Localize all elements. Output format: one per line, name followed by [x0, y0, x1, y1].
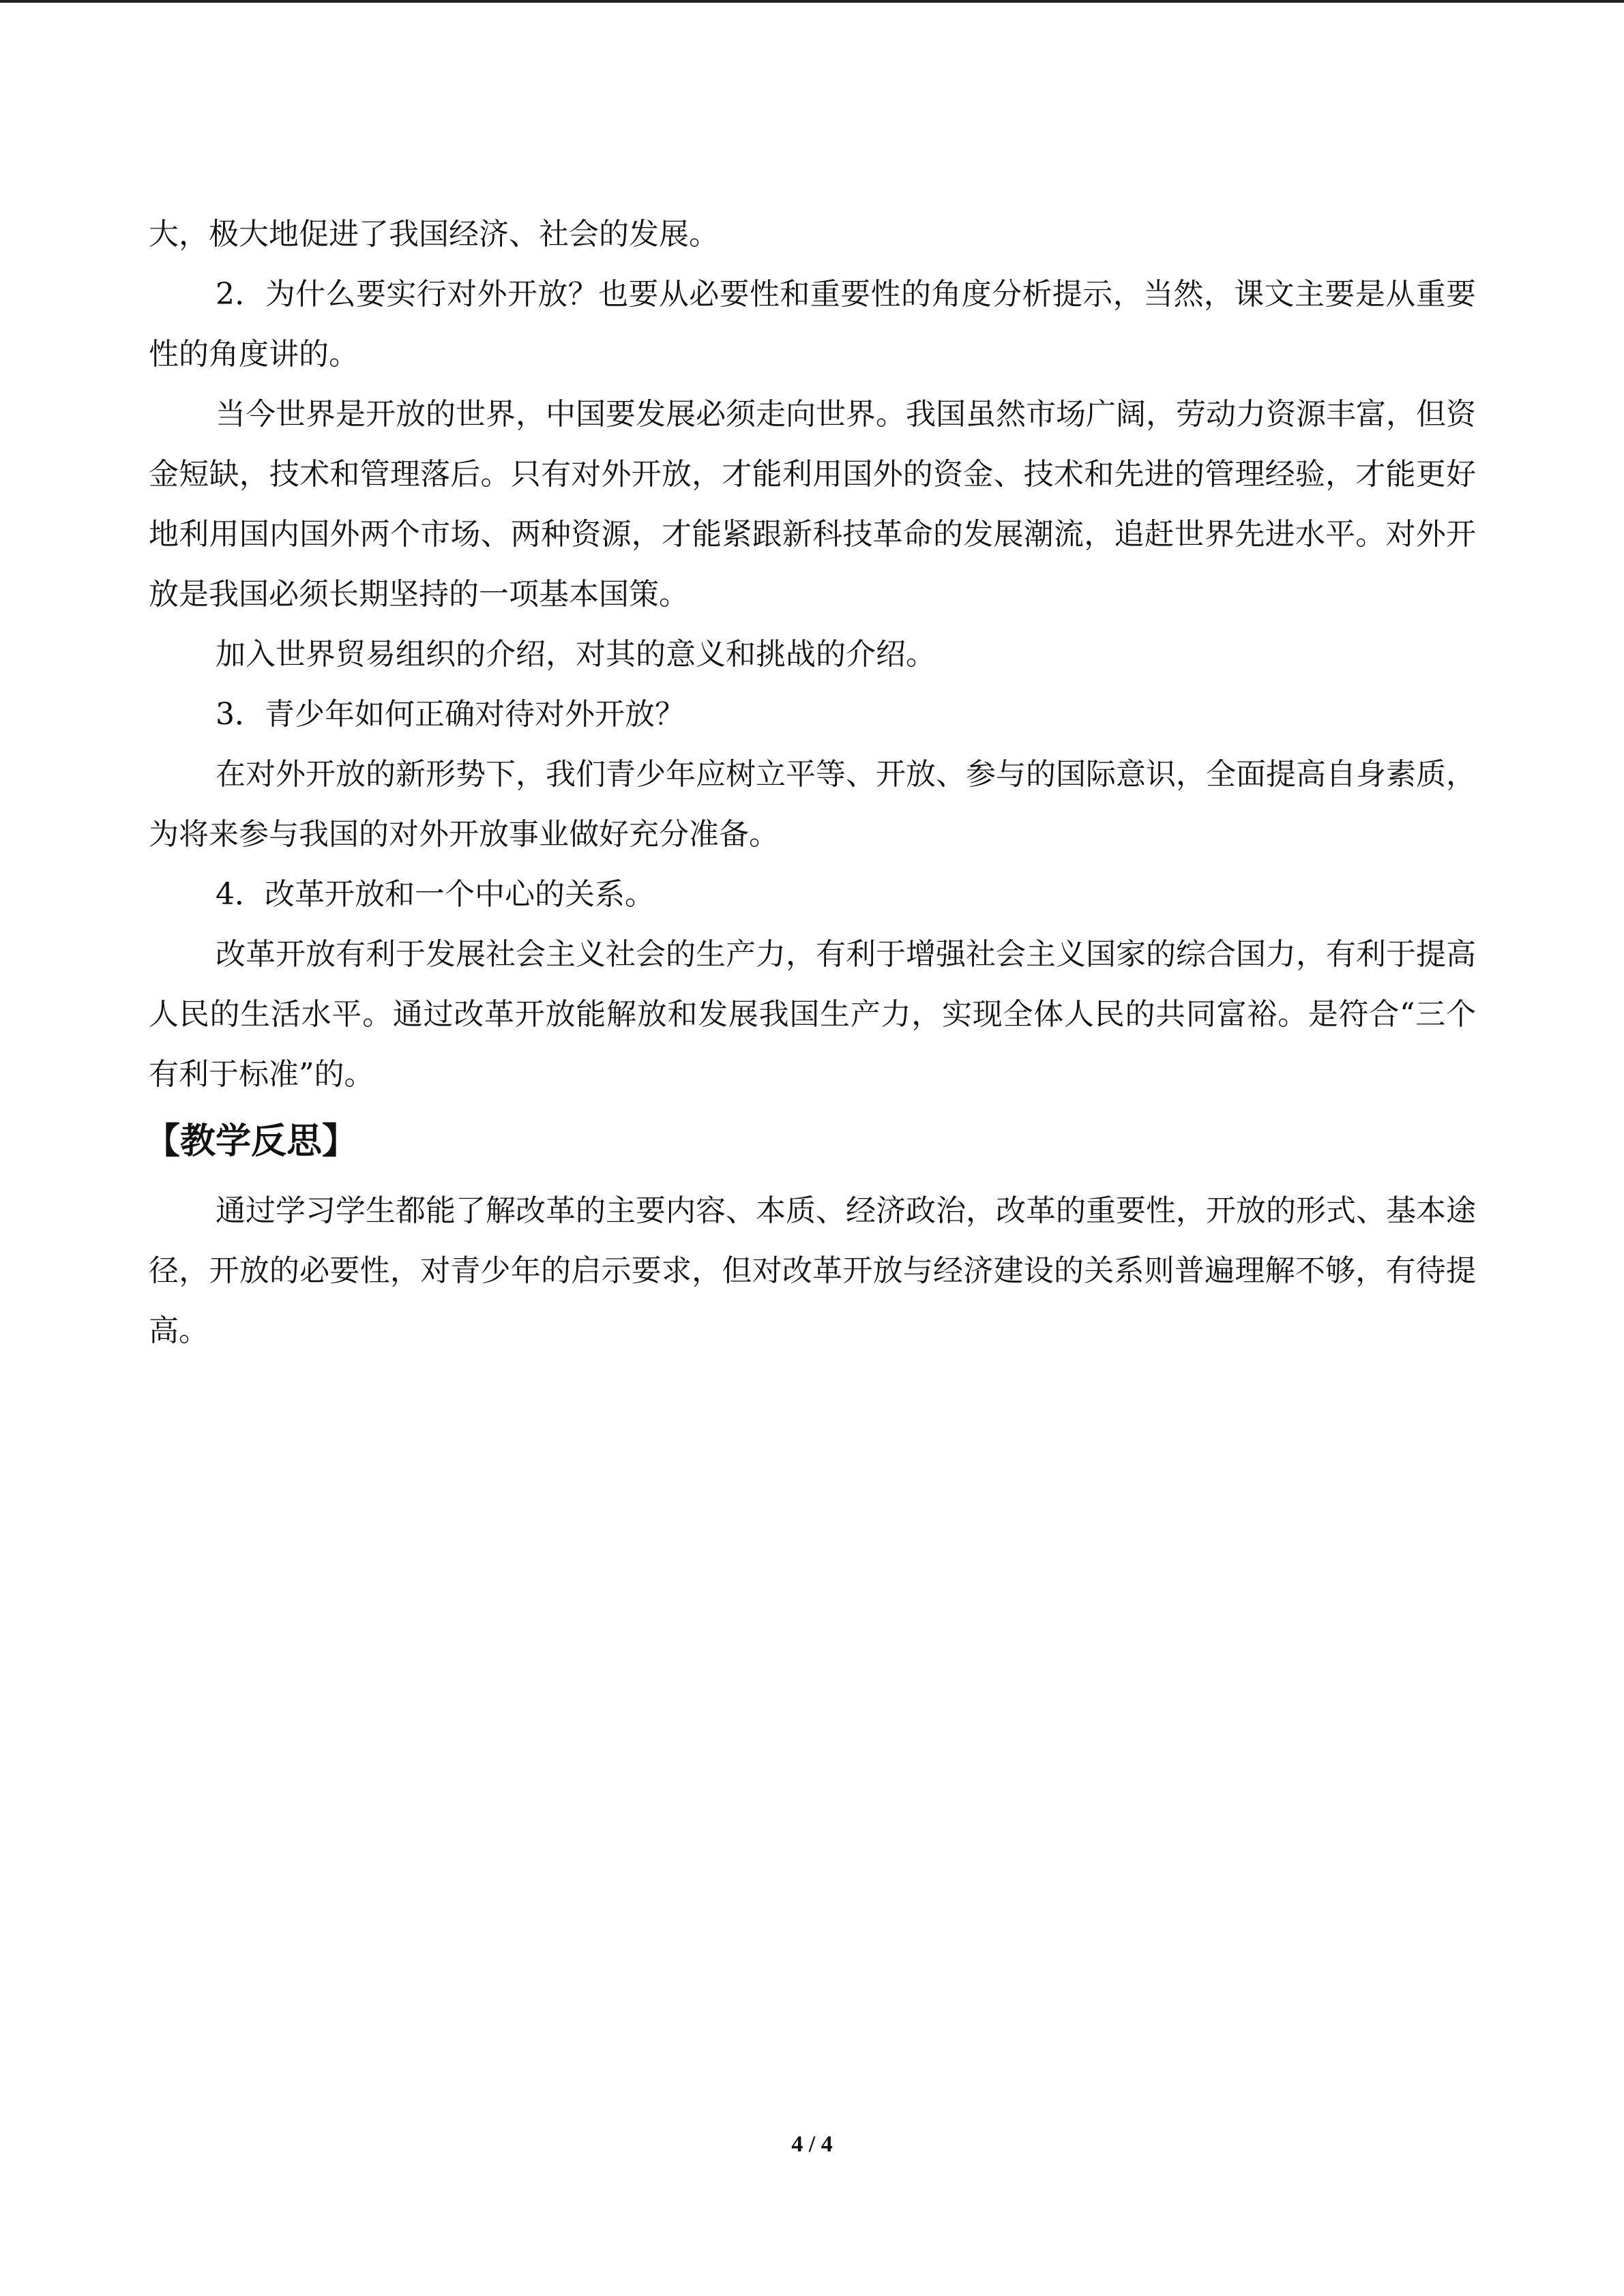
paragraph-open-world: 当今世界是开放的世界，中国要发展必须走向世界。我国虽然市场广阔，劳动力资源丰富，但资金短缺，技术和管理落后。只有对外开放，才能利用国外的资金、技术和先进的管理经验，才能更好地利用国内国外两个市场、两种资源，才能紧跟新科技革命的发展潮流，追赶世界先进水平。对外开放是我国必须长期坚持的一项基本国策。 [149, 397, 1476, 612]
paragraph-reflection: 通过学习学生都能了解改革的主要内容、本质、经济政治，改革的重要性，开放的形式、基本途径，开放的必要性，对青少年的启示要求，但对改革开放与经济建设的关系则普遍理解不够，有待提高。 [149, 1193, 1476, 1348]
top-border-line [0, 0, 1624, 3]
paragraph-relationship: 改革开放有利于发展社会主义社会的生产力，有利于增强社会主义国家的综合国力，有利于提高人民的生活水平。通过改革开放能解放和发展我国生产力，实现全体人民的共同富裕。是符合“三个有利于标准”的。 [149, 937, 1476, 1092]
paragraph-youth: 在对外开放的新形势下，我们青少年应树立平等、开放、参与的国际意识，全面提高自身素质，为将来参与我国的对外开放事业做好充分准备。 [149, 757, 1476, 852]
paragraph-question-4: 4．改革开放和一个中心的关系。 [216, 877, 655, 912]
paragraph-continuation: 大，极大地促进了我国经济、社会的发展。 [149, 217, 719, 252]
document-body [145, 205, 1476, 1361]
paragraph-wto: 加入世界贸易组织的介绍，对其的意义和挑战的介绍。 [216, 637, 936, 672]
paragraph-question-2: 2．为什么要实行对外开放？也要从必要性和重要性的角度分析提示，当然，课文主要是从重要性的角度讲的。 [149, 277, 1476, 372]
page-number: 4 / 4 [791, 2132, 833, 2157]
paragraph-question-3: 3．青少年如何正确对待对外开放？ [216, 697, 685, 732]
section-heading-reflection: 【教学反思】 [145, 1121, 358, 1162]
